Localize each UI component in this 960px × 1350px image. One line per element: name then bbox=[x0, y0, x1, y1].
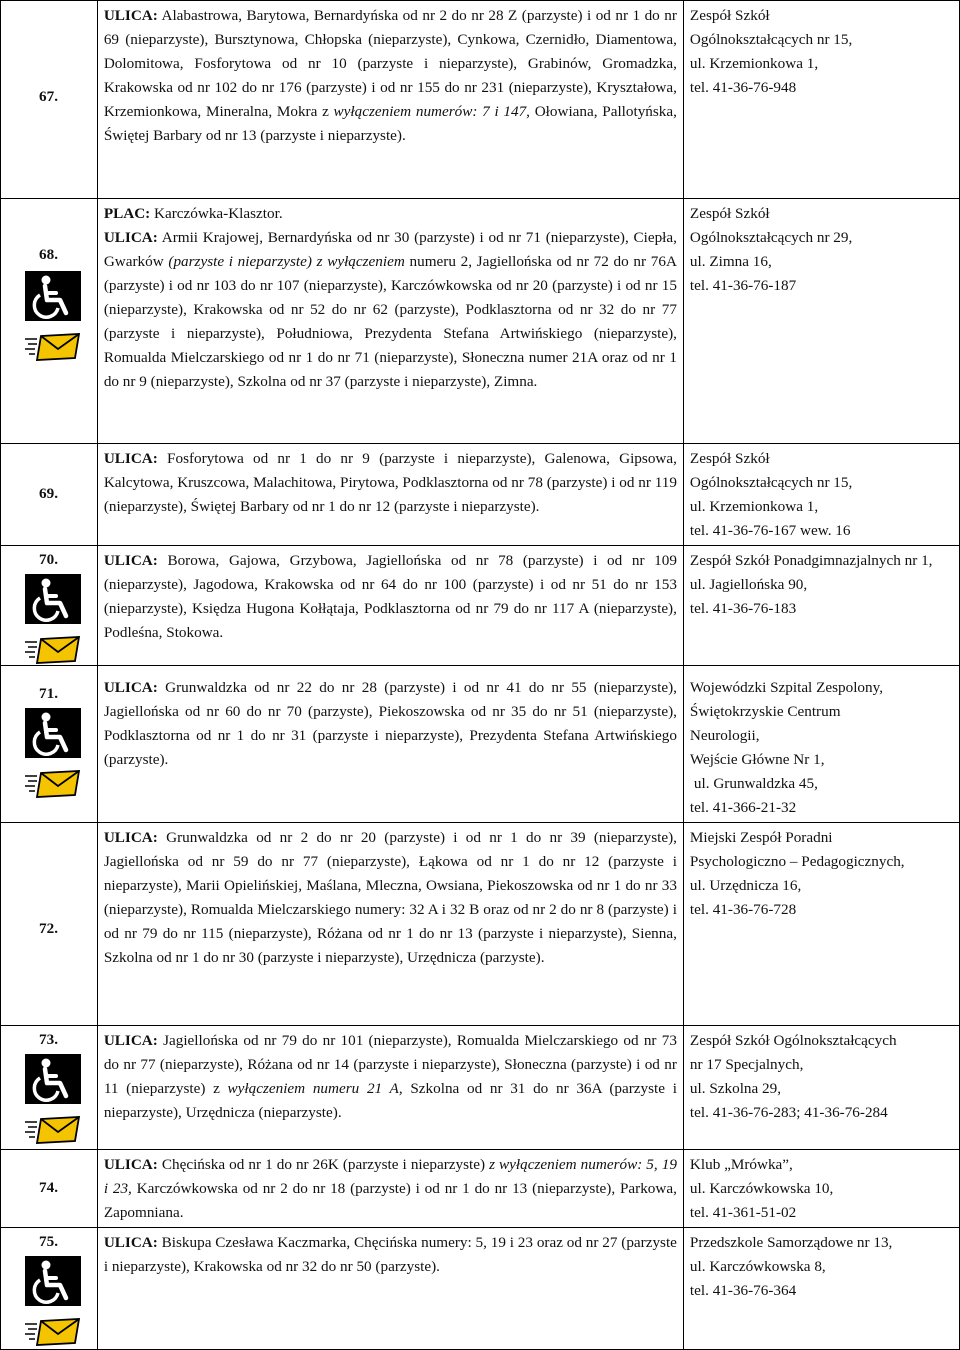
table-row bbox=[1, 444, 960, 546]
street-exception: (parzyste i nieparzyste) z wyłączeniem bbox=[168, 253, 405, 270]
institution-line: Zespół Szkół bbox=[689, 205, 770, 222]
institution-address: ul. Szkolna 29, bbox=[689, 1080, 782, 1097]
street-list: Grunwaldzka od nr 2 do nr 20 (parzyste) i od nr 1 do nr 39 (nieparzyste), Jagiellońska od nr 59 do nr 77 (nieparzyste), Łąkowa od nr 1 do nr 12 (parzyste i nieparzyste), Marii Opielińskiej, Maślana, Mleczna, Owsiana, Piekoszowska od nr 1 do nr 33 (nieparzyste), Romualda Mielczarskiego numery: 32 A i 32 B oraz od nr 2 do nr 8 (parzyste) i od nr 79 do nr 115 (nieparzyste), Różana od nr 1 do nr 13 (parzyste i nieparzyste), Sienna, Szkolna od nr 1 do nr 30 (parzyste i nieparzyste), Urzędnicza (parzyste). bbox=[103, 829, 677, 966]
street-label: ULICA: bbox=[103, 552, 158, 569]
street-label: ULICA: bbox=[103, 450, 158, 467]
institution-phone: tel. 41-36-76-364 bbox=[689, 1282, 797, 1299]
institution-cell bbox=[683, 546, 959, 666]
wheelchair-icon bbox=[25, 1256, 81, 1306]
institution-address: ul. Jagiellońska 90, bbox=[689, 576, 808, 593]
street-label: ULICA: bbox=[103, 679, 158, 696]
street-label: ULICA: bbox=[103, 7, 158, 24]
institution-cell bbox=[683, 1228, 959, 1350]
streets-cell bbox=[97, 666, 683, 823]
streets-cell bbox=[97, 444, 683, 546]
street-list: Biskupa Czesława Kaczmarka, Chęcińska numery: 5, 19 i 23 oraz od nr 27 (parzyste i nieparzyste), Krakowska od nr 32 do nr 50 (parzyste). bbox=[103, 1234, 677, 1275]
row-number-cell bbox=[1, 1150, 98, 1228]
institution-phone: tel. 41-36-76-183 bbox=[689, 600, 797, 617]
row-number-cell bbox=[1, 444, 98, 546]
institution-line: Zespół Szkół Ponadgimnazjalnych nr 1, bbox=[689, 552, 933, 569]
row-number: 69. bbox=[39, 485, 58, 502]
row-number: 73. bbox=[39, 1031, 58, 1048]
row-icons bbox=[25, 708, 81, 798]
institution-cell bbox=[683, 444, 959, 546]
row-number: 71. bbox=[39, 685, 58, 702]
table-row bbox=[1, 1, 960, 199]
institution-address: ul. Grunwaldzka 45, bbox=[693, 775, 818, 792]
institution-entrance: Wejście Główne Nr 1, bbox=[689, 751, 825, 768]
institution-cell bbox=[683, 199, 959, 444]
institution-phone: tel. 41-36-76-948 bbox=[689, 79, 797, 96]
streets-cell bbox=[97, 1026, 683, 1150]
table-row bbox=[1, 1228, 960, 1350]
street-list: Chęcińska od nr 1 do nr 26K (parzyste i nieparzyste) bbox=[161, 1156, 486, 1173]
row-number: 70. bbox=[39, 551, 58, 568]
wheelchair-icon bbox=[25, 1054, 81, 1104]
streets-cell bbox=[97, 1228, 683, 1350]
street-list-tail: Szkolna od nr 31 do nr 36A (parzyste i nieparzyste), Urzędnicza (nieparzyste). bbox=[103, 1080, 677, 1121]
institution-cell bbox=[683, 1, 959, 199]
row-number-cell bbox=[1, 546, 98, 666]
row-number-cell bbox=[1, 666, 98, 823]
institution-line: Przedszkole Samorządowe nr 13, bbox=[689, 1234, 893, 1251]
row-number-cell bbox=[1, 823, 98, 1026]
institution-line: Psychologiczno – Pedagogicznych, bbox=[689, 853, 905, 870]
streets-cell bbox=[97, 546, 683, 666]
row-number-cell bbox=[1, 1, 98, 199]
street-list: Alabastrowa, Barytowa, Bernardyńska od nr 2 do nr 28 Z (parzyste) i od nr 1 do nr 69 (nieparzyste), Bursztynowa, Chłopska (nieparzyste), Cynkowa, Czernidło, Diamentowa, Dolomitowa, Fosforytowa od nr 10 (parzyste i nieparzyste), Grabinów, Gromadzka, Krakowska od nr 102 do nr 176 (parzyste) i od nr 155 do nr 231 (nieparzyste), Kryształowa, Krzemionkowa, Mineralna, Mokra z bbox=[103, 7, 677, 120]
row-icons bbox=[25, 574, 81, 664]
street-exception: wyłączeniem numeru 21 A, bbox=[227, 1080, 403, 1097]
table-row bbox=[1, 666, 960, 823]
institution-line: Ogólnokształcących nr 29, bbox=[689, 229, 853, 246]
streets-cell bbox=[97, 199, 683, 444]
row-icons bbox=[25, 271, 81, 361]
wheelchair-icon bbox=[25, 271, 81, 321]
institution-cell bbox=[683, 823, 959, 1026]
institution-line: Klub „Mrówka”, bbox=[689, 1156, 793, 1173]
institution-phone: tel. 41-36-76-187 bbox=[689, 277, 797, 294]
institution-address: ul. Karczówkowska 10, bbox=[689, 1180, 834, 1197]
row-icons bbox=[25, 1256, 81, 1346]
place-name: Karczówka-Klasztor. bbox=[154, 205, 283, 222]
streets-cell bbox=[97, 1, 683, 199]
street-label: ULICA: bbox=[103, 829, 158, 846]
row-icons bbox=[25, 1054, 81, 1144]
institution-line: Wojewódzki Szpital Zespolony, bbox=[689, 679, 884, 696]
institution-line: Ogólnokształcących nr 15, bbox=[689, 474, 853, 491]
street-list-tail: Karczówkowska od nr 2 do nr 18 (parzyste) i od nr 1 do nr 13 (nieparzyste), Parkowa, Zapomniana. bbox=[103, 1180, 677, 1221]
table-row bbox=[1, 546, 960, 666]
row-number-cell bbox=[1, 1228, 98, 1350]
institution-address: ul. Zimna 16, bbox=[689, 253, 772, 270]
institution-line: Zespół Szkół bbox=[689, 450, 770, 467]
institution-line: Neurologii, bbox=[689, 727, 760, 744]
street-exception: z wyłączeniem numerów: 5, 19 i 23, bbox=[103, 1156, 677, 1197]
row-number: 75. bbox=[39, 1233, 58, 1250]
row-number: 74. bbox=[39, 1179, 58, 1196]
institution-cell bbox=[683, 1026, 959, 1150]
envelope-icon bbox=[25, 636, 81, 664]
institution-line: nr 17 Specjalnych, bbox=[689, 1056, 804, 1073]
envelope-icon bbox=[25, 1318, 81, 1346]
institution-line: Zespół Szkół Ogólnokształcących bbox=[689, 1032, 897, 1049]
street-list: Grunwaldzka od nr 22 do nr 28 (parzyste) i od nr 41 do nr 55 (nieparzyste), Jagiellońska od nr 60 do nr 70 (parzyste), Piekoszowska od nr 35 do nr 51 (nieparzyste), Podklasztorna od nr 1 do nr 31 (parzyste i nieparzyste), Prezydenta Stefana Artwińskiego (parzyste). bbox=[103, 679, 677, 768]
institution-line: Miejski Zespół Poradni bbox=[689, 829, 833, 846]
street-list: Borowa, Gajowa, Grzybowa, Jagiellońska od nr 78 (parzyste) i od nr 109 (nieparzyste), Jagodowa, Krakowska od nr 64 do nr 100 (parzyste) i od nr 51 do nr 153 (nieparzyste), Księdza Hugona Kołłątaja, Podklasztorna od nr 79 do nr 117 A (nieparzyste), Podleśna, Stokowa. bbox=[103, 552, 677, 641]
institution-address: ul. Karczówkowska 8, bbox=[689, 1258, 826, 1275]
row-number: 72. bbox=[39, 920, 58, 937]
streets-cell bbox=[97, 823, 683, 1026]
institution-address: ul. Krzemionkowa 1, bbox=[689, 498, 819, 515]
place-label: PLAC: bbox=[103, 205, 151, 222]
table-row bbox=[1, 1150, 960, 1228]
row-number-cell bbox=[1, 199, 98, 444]
institution-line: Zespół Szkół bbox=[689, 7, 770, 24]
row-number: 67. bbox=[39, 88, 58, 105]
street-list: Jagiellońska od nr 79 do nr 101 (nieparzyste), Romualda Mielczarskiego od nr 73 do nr 77 (nieparzyste), Różana od nr 14 (parzyste i nieparzyste), Słoneczna (parzyste) i od nr 11 (nieparzyste) z bbox=[103, 1032, 677, 1097]
street-label: ULICA: bbox=[103, 229, 158, 246]
street-label: ULICA: bbox=[103, 1032, 158, 1049]
street-exception: wyłączeniem numerów: 7 i 147, bbox=[333, 103, 530, 120]
institution-address: ul. Krzemionkowa 1, bbox=[689, 55, 819, 72]
institution-address: ul. Urzędnicza 16, bbox=[689, 877, 802, 894]
wheelchair-icon bbox=[25, 574, 81, 624]
envelope-icon bbox=[25, 333, 81, 361]
institution-line: Ogólnokształcących nr 15, bbox=[689, 31, 853, 48]
institution-line: Świętokrzyskie Centrum bbox=[689, 703, 841, 720]
street-list-tail: Ołowiana, Pallotyńska, Świętej Barbary od nr 13 (parzyste i nieparzyste). bbox=[103, 103, 677, 144]
institution-cell bbox=[683, 1150, 959, 1228]
street-label: ULICA: bbox=[103, 1234, 158, 1251]
street-list: Armii Krajowej, Bernardyńska od nr 30 (parzyste) i od nr 71 (nieparzyste), Ciepła, Gwarków bbox=[103, 229, 677, 270]
street-list-tail: numeru 2, Jagiellońska od nr 72 do nr 76A (parzyste) i od nr 103 do nr 107 (nieparzyste), Karczówkowska od nr 20 (parzyste) i od nr 15 (nieparzyste), Krakowska od nr 52 do nr 62 (parzyste), Podklasztorna od nr 32 do nr 77 (parzyste i nieparzyste), Południowa, Prezydenta Stefana Artwińskiego (nieparzyste), Romualda Mielczarskiego od nr 1 do nr 71 (nieparzyste), Słoneczna numer 21A oraz od nr 1 do nr 9 (nieparzyste), Szkolna od nr 37 (parzyste i nieparzyste), Zimna. bbox=[103, 253, 677, 390]
institution-phone: tel. 41-366-21-32 bbox=[689, 799, 797, 816]
table-row bbox=[1, 199, 960, 444]
institution-phone: tel. 41-361-51-02 bbox=[689, 1204, 797, 1221]
street-list: Fosforytowa od nr 1 do nr 9 (parzyste i nieparzyste), Galenowa, Gipsowa, Kalcytowa, Kruszcowa, Malachitowa, Pirytowa, Podklasztorna od nr 78 (parzyste) i od nr 119 (nieparzyste), Świętej Barbary od nr 1 do nr 12 (parzyste i nieparzyste). bbox=[103, 450, 677, 515]
envelope-icon bbox=[25, 1116, 81, 1144]
streets-cell bbox=[97, 1150, 683, 1228]
institution-phone: tel. 41-36-76-283; 41-36-76-284 bbox=[689, 1104, 888, 1121]
envelope-icon bbox=[25, 770, 81, 798]
institution-phone: tel. 41-36-76-167 wew. 16 bbox=[689, 522, 851, 539]
wheelchair-icon bbox=[25, 708, 81, 758]
table-row bbox=[1, 823, 960, 1026]
institution-cell bbox=[683, 666, 959, 823]
row-number: 68. bbox=[39, 246, 58, 263]
institution-phone: tel. 41-36-76-728 bbox=[689, 901, 797, 918]
street-label: ULICA: bbox=[103, 1156, 158, 1173]
row-number-cell bbox=[1, 1026, 98, 1150]
table-row bbox=[1, 1026, 960, 1150]
